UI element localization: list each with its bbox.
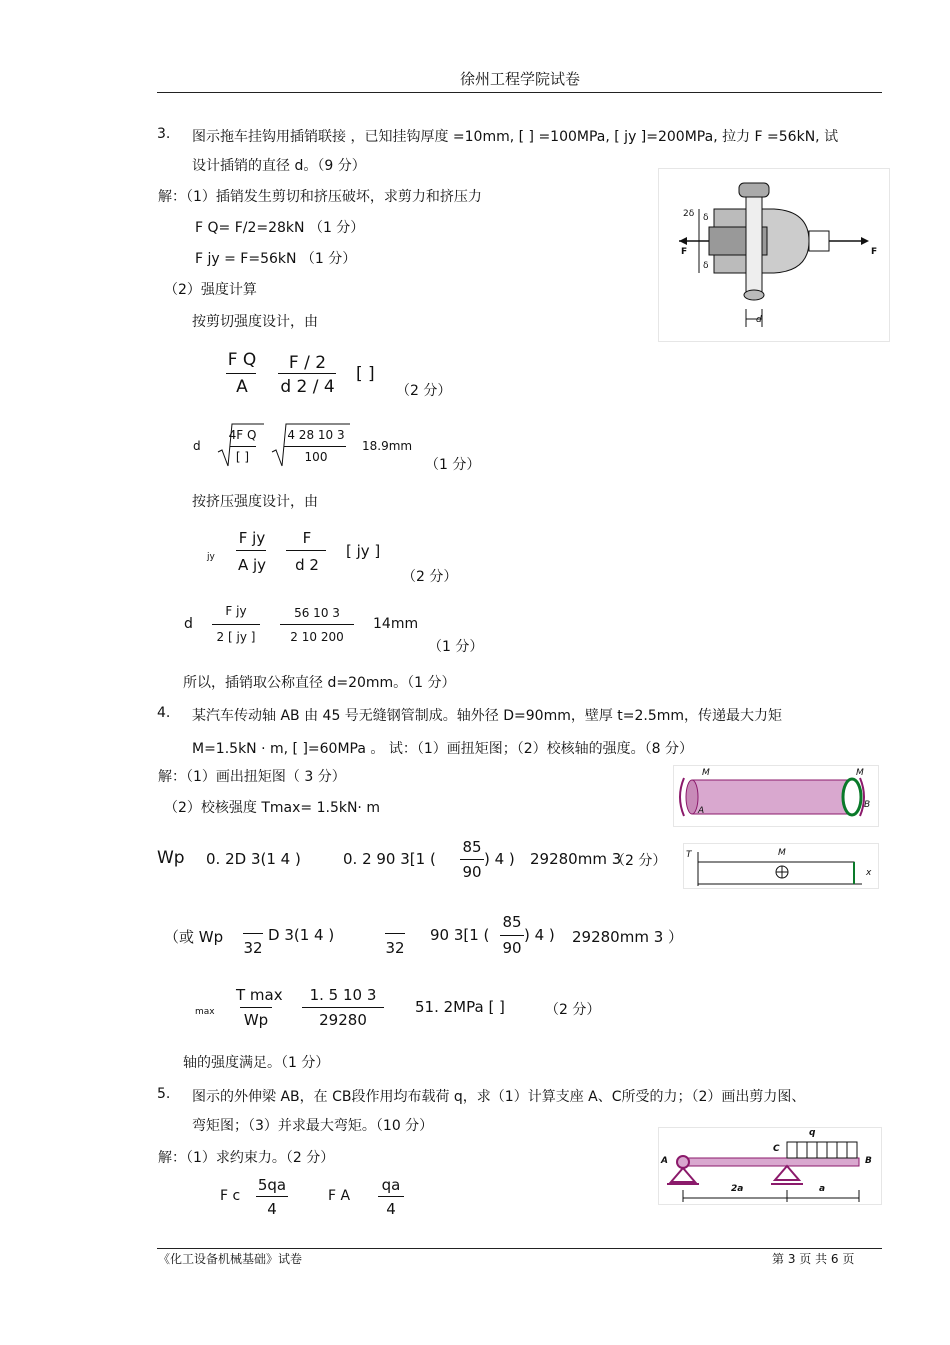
- term-b: 0. 2 90 3[1 (: [343, 850, 436, 868]
- frac-den: Wp: [243, 1011, 269, 1029]
- frac-bar: [460, 859, 484, 860]
- frac-den: d 2 / 4: [280, 377, 335, 397]
- two-delta-label: 2δ: [683, 209, 695, 219]
- frac-num: 85: [502, 913, 522, 931]
- q4-line1: 某汽车传动轴 AB 由 45 号无缝钢管制成。轴外径 D=90mm，壁厚 t=2.5mm，传递最大力矩: [192, 708, 783, 724]
- frac-bar: [230, 446, 256, 447]
- frac-num: F Q: [227, 350, 257, 370]
- frac-bar: [278, 373, 336, 374]
- moment-left-label: M: [702, 768, 710, 778]
- force-left-label: F: [681, 247, 688, 257]
- frac-bar: [302, 1007, 384, 1008]
- torque-axis-label: T: [686, 850, 692, 860]
- q4-solution-step1: 解：（1）画出扭矩图（ 3 分）: [158, 769, 346, 785]
- q5-solution-step1: 解：（1）求约束力。（2 分）: [158, 1150, 335, 1166]
- frac-num: 85: [462, 838, 482, 856]
- frac-num: F jy: [225, 604, 247, 618]
- q3-hitch-pin-figure: [658, 168, 890, 342]
- frac-den: A jy: [237, 556, 267, 574]
- footer-rule: [157, 1248, 882, 1249]
- allowable-stress: [ ]: [356, 364, 375, 384]
- frac-num: 5qa: [257, 1176, 287, 1194]
- q3-shear-title: 按剪切强度设计，由: [192, 314, 318, 330]
- score: （2 分）: [396, 383, 452, 399]
- frac-bar: [286, 550, 326, 551]
- frac-den: 2 10 200: [290, 630, 344, 644]
- lhs: F A: [328, 1188, 351, 1204]
- frac-bar: [212, 624, 260, 625]
- q5-line2: 弯矩图；（3）并求最大弯矩。（10 分）: [192, 1118, 434, 1134]
- frac-den: 90: [502, 939, 522, 957]
- q4-conclusion: 轴的强度满足。（1 分）: [183, 1055, 330, 1071]
- q3-shear-force: F Q= F/2=28kN （1 分）: [195, 220, 365, 236]
- lhs: d: [193, 439, 201, 453]
- frac-num: F: [302, 529, 312, 547]
- footer-course-title: 《化工设备机械基础》试卷: [158, 1252, 303, 1266]
- term-a: D 3(1 4 ): [268, 926, 335, 944]
- x-axis-label: x: [866, 868, 872, 878]
- allowable-bearing: [ jy ]: [346, 542, 381, 560]
- frac-num: 1. 5 10 3: [309, 986, 377, 1004]
- diameter-label: d: [756, 315, 762, 325]
- frac-bar: [240, 1007, 272, 1008]
- q4-step2: （2）校核强度 Tmax= 1.5kN· m: [164, 800, 380, 816]
- frac-den: 4: [267, 1200, 277, 1218]
- term-c: ) 4 ): [484, 850, 515, 868]
- q4-shaft-figure: [673, 765, 879, 827]
- point-b-label: B: [865, 1156, 872, 1166]
- lhs: Wp: [157, 848, 185, 868]
- q4-number: 4.: [157, 705, 171, 721]
- score: （1 分）: [425, 457, 481, 473]
- lhs: jy: [207, 552, 215, 562]
- frac-num: T max: [236, 986, 283, 1004]
- frac-bar: [500, 935, 524, 936]
- q3-line1: 图示拖车挂钩用插销联接 ，已知挂钩厚度 =10mm, [ ] =100MPa, [ jy ]=200MPa, 拉力 F =56kN, 试: [192, 129, 839, 145]
- q5-beam-figure: [658, 1127, 882, 1205]
- frac-bar: [280, 624, 354, 625]
- point-b-label: B: [864, 800, 871, 810]
- lhs: d: [184, 616, 193, 632]
- page-header-title: 徐州工程学院试卷: [459, 70, 580, 88]
- frac-den: 4: [386, 1200, 396, 1218]
- frac-bar: [243, 933, 263, 934]
- score: （1 分）: [428, 639, 484, 655]
- frac-den: [ ]: [235, 450, 250, 464]
- frac-bar: [226, 373, 256, 374]
- frac-bar: [378, 1196, 404, 1197]
- lhs: max: [195, 1007, 215, 1017]
- point-a-label: A: [698, 806, 705, 816]
- delta-label-top: δ: [703, 213, 709, 223]
- frac-num: 4 28 10 3: [287, 428, 345, 442]
- span-2a-label: 2a: [731, 1184, 744, 1194]
- result: 29280mm 3 ）: [572, 928, 684, 946]
- q3-bearing-title: 按挤压强度设计，由: [192, 494, 318, 510]
- frac-num: F jy: [238, 529, 266, 547]
- result: 29280mm 3: [530, 850, 622, 868]
- frac-num: 4F Q: [228, 428, 257, 442]
- delta-label-bottom: δ: [703, 261, 709, 271]
- footer-page-number: 第 3 页 共 6 页: [772, 1252, 855, 1266]
- score: （2 分）: [402, 569, 458, 585]
- frac-den: 32: [385, 939, 405, 957]
- q3-conclusion: 所以，插销取公称直径 d=20mm。（1 分）: [183, 675, 456, 691]
- q3-number: 3.: [157, 126, 171, 142]
- q3-bearing-force: F jy = F=56kN （1 分）: [195, 251, 357, 267]
- term-c: ) 4 ): [524, 926, 555, 944]
- q3-step2: （2）强度计算: [164, 282, 257, 298]
- frac-den: 90: [462, 863, 482, 881]
- frac-den: 29280: [319, 1011, 367, 1029]
- q5-line1: 图示的外伸梁 AB，在 CB段作用均布载荷 q，求（1）计算支座 A、C所受的力；（2）画出剪力图、: [192, 1089, 806, 1105]
- point-a-label: A: [661, 1156, 668, 1166]
- term-b: 90 3[1 (: [430, 926, 490, 944]
- frac-bar: [385, 933, 405, 934]
- hitch-pin-drawing: [659, 169, 889, 341]
- frac-num: F / 2: [288, 353, 327, 373]
- prefix: （或 Wp: [164, 928, 224, 946]
- moment-right-label: M: [856, 768, 864, 778]
- header-rule: [157, 92, 882, 93]
- result: 51. 2MPa [ ]: [415, 998, 505, 1016]
- frac-num: qa: [381, 1176, 401, 1194]
- span-a-label: a: [819, 1184, 826, 1194]
- frac-den: d 2: [295, 556, 319, 574]
- frac-bar: [284, 446, 346, 447]
- moment-label: M: [778, 848, 786, 858]
- term-a: 0. 2D 3(1 4 ): [206, 850, 301, 868]
- frac-den: 100: [304, 450, 328, 464]
- lhs: F c: [220, 1188, 241, 1204]
- score: （2 分）: [545, 1002, 601, 1018]
- q4-line2: M=1.5kN · m, [ ]=60MPa 。 试：（1）画扭矩图；（2）校核轴的强度。（8 分）: [192, 741, 694, 757]
- beam-drawing: [659, 1128, 881, 1204]
- q5-number: 5.: [157, 1086, 171, 1102]
- score: （2 分）: [611, 853, 667, 869]
- frac-den: 2 [ jy ]: [216, 630, 256, 644]
- point-c-label: C: [773, 1144, 780, 1154]
- load-q-label: q: [809, 1128, 816, 1138]
- q3-solution-step1: 解：（1）插销发生剪切和挤压破坏，求剪力和挤压力: [158, 189, 482, 205]
- q3-line2: 设计插销的直径 d。（9 分）: [192, 158, 366, 174]
- result: 14mm: [373, 616, 419, 632]
- frac-num: 56 10 3: [294, 606, 340, 620]
- frac-bar: [256, 1196, 288, 1197]
- frac-den: A: [236, 377, 248, 397]
- force-right-label: F: [871, 247, 878, 257]
- frac-den: 32: [243, 939, 263, 957]
- q4-torque-diagram: [683, 843, 879, 889]
- frac-bar: [236, 550, 266, 551]
- result: 18.9mm: [362, 439, 413, 453]
